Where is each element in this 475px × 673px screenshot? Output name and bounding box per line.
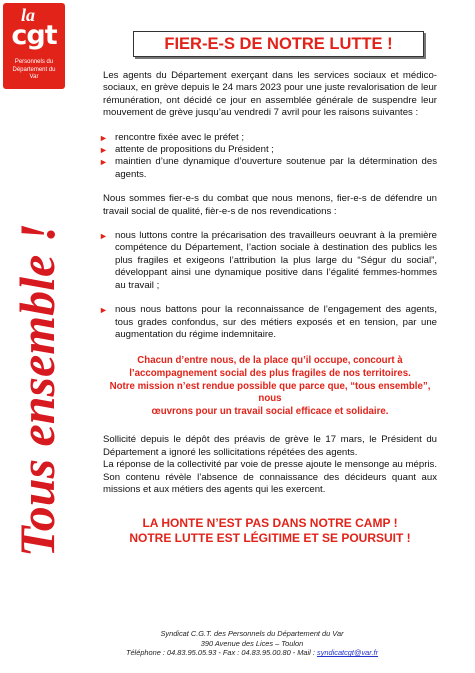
highlight-line: œuvrons pour un travail social efficace et solidaire. [151, 405, 389, 417]
logo-subtitle-line: Personnels du [14, 59, 54, 65]
logo-subtitle-line: Var [29, 74, 39, 80]
final-paragraph-text: La réponse de la collectivité par voie de presse ajoute le mensonge au mépris. Son contenu révèle l’absence de connaissance des décideurs quant aux missions et aux métiers des agents qui les exercent. [103, 459, 437, 495]
footer-union-name: Syndicat C.G.T. des Personnels du Département du Var [160, 629, 344, 638]
intro-paragraph: Les agents du Département exerçant dans les services sociaux et médico-sociaux, en grève depuis le 24 mars 2023 pour une juste revalorisation de leur rémunération, ont décidé ce jour en assemblée générale de suspendre leur mouvement de grève jusqu’au vendredi 7 avril pour les raisons suivantes : [103, 70, 437, 119]
list-item [99, 230, 437, 292]
footer-email-link[interactable]: syndicatcgt@var.fr [317, 648, 379, 658]
list-item [99, 304, 437, 341]
list-item [99, 156, 437, 181]
claims-list [99, 230, 437, 341]
list-item-text: maintien d’une dynamique d’ouverture soutenue par la détermination des agents. [115, 156, 437, 180]
logo-subtitle [5, 59, 63, 82]
list-item-text: nous luttons contre la précarisation des travailleurs oeuvrant à la première compétence du Département, l’action sociale à destination des publics les plus fragiles et exigeons l’attribution la plus large du “Ségur du social”, développant ainsi une dynamique positive dans l’égalité femmes-hommes au travail ; [115, 230, 437, 291]
arrow-bullet-icon: ► [99, 231, 108, 242]
final-paragraph-text: Sollicité depuis le dépôt des préavis de grève le 17 mars, le Président du Département a ignoré les sollicitations répétées des agents. [103, 434, 437, 458]
footer-contact [83, 648, 421, 658]
arrow-bullet-icon: ► [99, 305, 108, 316]
list-item-text: rencontre fixée avec le préfet ; [115, 131, 245, 143]
highlight-line: Chacun d’entre nous, de la place qu’il occupe, concourt à [137, 355, 403, 367]
document-body [99, 70, 437, 546]
logo-subtitle-line: Département du [12, 66, 56, 73]
logo-cgt-text: cgt [11, 20, 57, 51]
highlight-line: Notre mission n’est rendue possible que parce que, “tous ensemble”, nous [109, 380, 431, 405]
footer-phone-fax: Téléphone : 04.83.95.05.93 - Fax : 04.83.95.00.80 - Mail : [125, 648, 317, 658]
vertical-slogan: Tous ensemble ! [9, 222, 65, 558]
arrow-bullet-icon: ► [99, 145, 108, 156]
claims-intro-paragraph: Nous sommes fier-e-s du combat que nous menons, fier-e-s de défendre un travail social de qualité, fièr-e-s de nos revendications : [103, 193, 437, 217]
reasons-list [99, 131, 437, 182]
footer-address: 390 Avenue des Lices – Toulon [200, 638, 304, 648]
banner-line: NOTRE LUTTE EST LÉGITIME ET SE POURSUIT ! [129, 531, 411, 546]
final-paragraph [103, 434, 437, 496]
page-title: FIER-E-S DE NOTRE LUTTE ! [133, 31, 424, 57]
closing-banner [103, 516, 437, 546]
list-item [99, 144, 437, 156]
list-item-text: attente de propositions du Président ; [115, 144, 274, 156]
highlight-line: l’accompagnement social des plus fragiles de nos territoires. [129, 367, 411, 379]
arrow-bullet-icon: ► [99, 132, 108, 143]
footer [83, 629, 421, 658]
arrow-bullet-icon: ► [99, 157, 108, 168]
list-item [99, 131, 437, 144]
highlight-statement [103, 355, 437, 418]
logo-la-text: la [21, 5, 36, 25]
cgt-logo [3, 3, 65, 89]
list-item-text: nous nous battons pour la reconnaissance de l’engagement des agents, tous grades confondus, sur des métiers exposés et en tension, par une augmentation du régime indemnitaire. [115, 304, 437, 340]
banner-line: LA HONTE N’EST PAS DANS NOTRE CAMP ! [142, 516, 398, 531]
